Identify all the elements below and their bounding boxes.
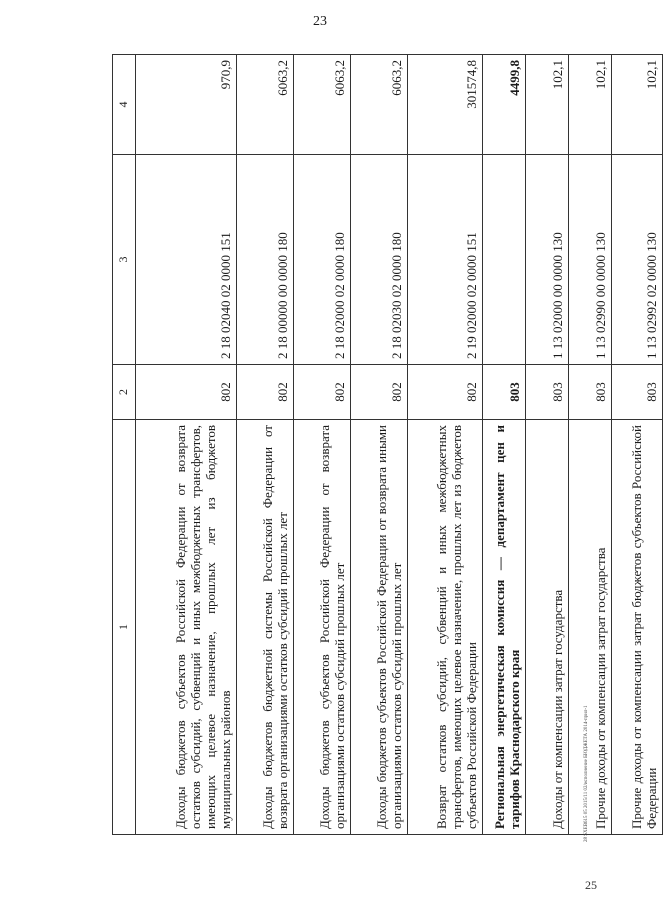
row-name: Прочие доходы от компенсации затрат бюджетов субъектов Российской Федерации	[612, 420, 663, 835]
table-row	[351, 55, 408, 835]
row-classification-code: 2 19 02000 02 0000 151	[408, 155, 483, 365]
document-footer-code: 28 SXEB615 05 2015/11 02/исполнение БЮДЖЕТА 2014-прил-1	[584, 705, 589, 842]
table-header-row	[113, 55, 136, 835]
row-admin-code: 802	[294, 365, 351, 420]
row-admin-code: 803	[569, 365, 612, 420]
sheet-number: 25	[585, 878, 597, 892]
row-amount: 301574,8	[408, 55, 483, 155]
table-row	[237, 55, 294, 835]
row-amount: 102,1	[569, 55, 612, 155]
header-cell: 2	[113, 365, 136, 420]
table-row	[136, 55, 237, 835]
row-amount: 4499,8	[483, 55, 526, 155]
page-number: 23	[313, 14, 327, 29]
row-classification-code: 1 13 02000 00 0000 130	[526, 155, 569, 365]
row-classification-code: 2 18 02040 02 0000 151	[136, 155, 237, 365]
row-admin-code: 803	[483, 365, 526, 420]
table-row-section	[483, 55, 526, 835]
row-classification-code	[483, 155, 526, 365]
row-classification-code: 2 18 02000 02 0000 180	[294, 155, 351, 365]
row-name: Доходы бюджетов субъектов Российской Федерации от возврата организациями остатков субсидий прошлых лет	[294, 420, 351, 835]
row-amount: 970,9	[136, 55, 237, 155]
row-classification-code: 1 13 02990 00 0000 130	[569, 155, 612, 365]
row-name: Возврат остатков субсидий, субвенций и иных межбюджетных трансфертов, имеющих целевое назначение, прошлых лет из бюджетов субъектов Российской Федерации	[408, 420, 483, 835]
row-admin-code: 802	[237, 365, 294, 420]
header-cell: 3	[113, 155, 136, 365]
row-classification-code: 1 13 02992 02 0000 130	[612, 155, 663, 365]
row-name: Региональная энергетическая комиссия — департамент цен и тарифов Краснодарского края	[483, 420, 526, 835]
row-name: Доходы бюджетов субъектов Российской Федерации от возврата иными организациями остатков субсидий прошлых лет	[351, 420, 408, 835]
row-name: Прочие доходы от компенсации затрат государства	[569, 420, 612, 835]
row-amount: 102,1	[612, 55, 663, 155]
table-row	[612, 55, 663, 835]
row-name: Доходы бюджетов бюджетной системы Российской Федерации от возврата организациями остатков субсидий прошлых лет	[237, 420, 294, 835]
row-amount: 6063,2	[351, 55, 408, 155]
row-admin-code: 803	[612, 365, 663, 420]
table-row	[569, 55, 612, 835]
table-row	[526, 55, 569, 835]
row-name: Доходы от компенсации затрат государства	[526, 420, 569, 835]
row-admin-code: 802	[408, 365, 483, 420]
table-row	[294, 55, 351, 835]
row-admin-code: 803	[526, 365, 569, 420]
budget-table	[112, 54, 663, 835]
row-admin-code: 802	[136, 365, 237, 420]
row-admin-code: 802	[351, 365, 408, 420]
table-row	[408, 55, 483, 835]
row-classification-code: 2 18 00000 00 0000 180	[237, 155, 294, 365]
row-amount: 6063,2	[237, 55, 294, 155]
row-amount: 6063,2	[294, 55, 351, 155]
rotated-table-container	[112, 55, 660, 835]
row-name: Доходы бюджетов субъектов Российской Федерации от возврата остатков субсидий, субвенций и иных межбюджетных трансфертов, имеющих целевое назначение, прошлых лет из бюджетов муниципальных районов	[136, 420, 237, 835]
header-cell: 1	[113, 420, 136, 835]
header-cell: 4	[113, 55, 136, 155]
row-amount: 102,1	[526, 55, 569, 155]
row-classification-code: 2 18 02030 02 0000 180	[351, 155, 408, 365]
